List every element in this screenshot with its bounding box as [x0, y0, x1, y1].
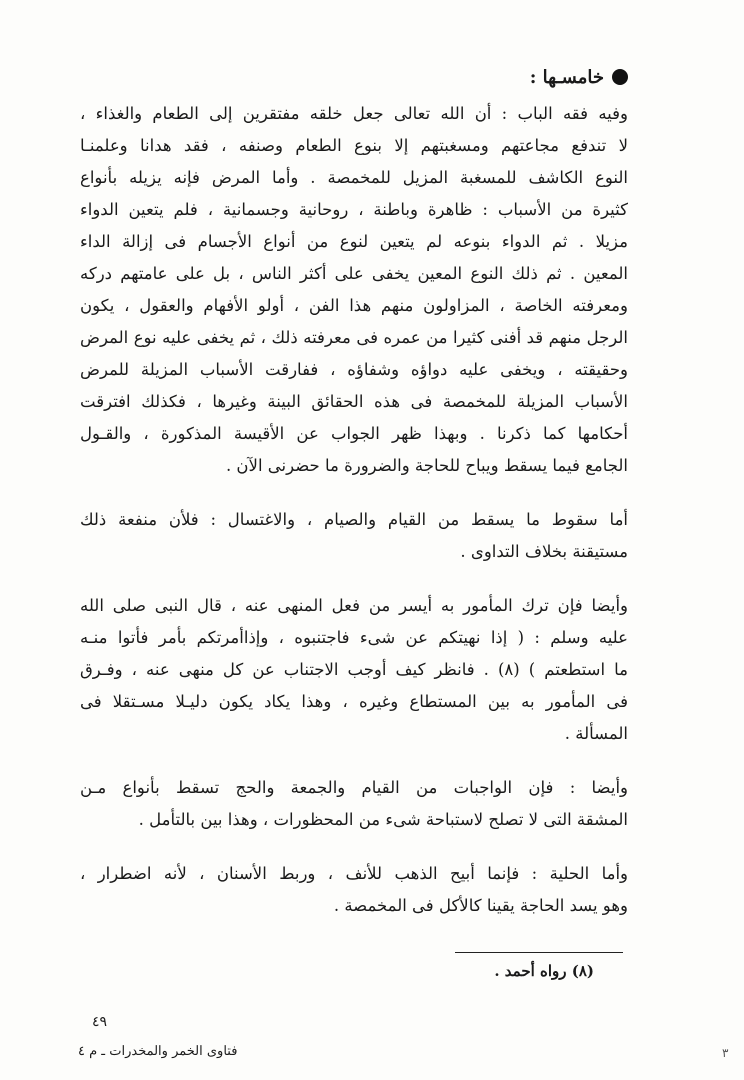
text-line: مستيقنة بخلاف التداوى .: [460, 542, 628, 561]
text-line: لا تندفع مجاعتهم ومسغبتهم إلا بنوع الطعام وصنفه ، فقد هدانا وعلمنـا: [80, 136, 628, 155]
paragraph-1: [80, 98, 628, 482]
text-line: وحقيقته ، ويخفى عليه دواؤه وشفاؤه ، ففارقت الأسباب المزيلة للمرض: [80, 360, 628, 379]
paragraph-4: [80, 772, 628, 836]
text-line: ومعرفته الخاصة ، المزاولون منهم هذا الفن ، أولو الأفهام والعقول ، يكون: [80, 296, 628, 315]
text-line: المعين . ثم ذلك النوع المعين يخفى على أكثر الناس ، بل على عامتهم دركه: [80, 264, 628, 283]
text-line: المسألة .: [564, 724, 628, 743]
page-body: [80, 62, 628, 944]
footnote-divider: [455, 952, 623, 953]
paragraph-2: [80, 504, 628, 568]
text-line: الرجل منهم قد أفنى كثيرا من عمره فى معرفته ذلك ، ثم يخفى عليه نوع المرض: [80, 328, 628, 347]
text-line: كثيرة من الأسباب : ظاهرة وباطنة ، روحانية وجسمانية ، فلم يتعين الدواء: [80, 200, 628, 219]
text-line: فى المأمور به بين المستطاع وغيره ، وهذا يكاد يكون دليـلا مسـتقلا فى: [80, 692, 628, 711]
paragraph-5: [80, 858, 628, 922]
text-line: المشقة التى لا تصلح لاستباحة شىء من المحظورات ، وهذا بين بالتأمل .: [138, 810, 628, 829]
text-line: وهو يسد الحاجة يقينا كالأكل فى المخمصة .: [333, 896, 628, 915]
text-line: أحكامها كما ذكرنا . وبهذا ظهر الجواب عن الأقيسة المذكورة ، والقـول: [80, 424, 628, 443]
bullet-icon: [612, 69, 628, 85]
text-line: النوع الكاشف للمسغبة المزيل للمخمصة . وأما المرض فإنه يزيله بأنواع: [80, 168, 628, 187]
text-line: مزيلا . ثم الدواء بنوعه لم يتعين لنوع من أنواع الأجسام فى إزالة الداء: [80, 232, 628, 251]
text-line: عليه وسلم : ( إذا نهيتكم عن شىء فاجتنبوه ، وإذاأمرتكم بأمر فأتوا منـه: [80, 628, 628, 647]
paragraph-3: [80, 590, 628, 750]
text-line: وأيضا فإن ترك المأمور به أيسر من فعل المنهى عنه ، قال النبى صلى الله: [80, 596, 628, 615]
text-line: الأسباب المزيلة للمخمصة فى هذه الحقائق البينة وغيرها ، فكذلك افترقت: [80, 392, 628, 411]
edge-mark: ٣: [722, 1046, 729, 1060]
footnote: (٨) رواه أحمد .: [494, 962, 594, 980]
section-heading-title: خامسـها :: [529, 66, 604, 88]
text-line: ما استطعتم ) (٨) . فانظر كيف أوجب الاجتناب عن كل منهى عنه ، وفـرق: [80, 660, 628, 679]
text-line: وفيه فقه الباب : أن الله تعالى جعل خلقه مفتقرين إلى الطعام والغذاء ،: [80, 104, 628, 123]
page-number: ٤٩: [92, 1014, 108, 1030]
text-line: وأما الحلية : فإنما أبيح الذهب للأنف ، وربط الأسنان ، لأنه اضطرار ،: [80, 864, 628, 883]
text-line: وأيضا : فإن الواجبات من القيام والجمعة والحج تسقط بأنواع مـن: [80, 778, 628, 797]
running-footer: فتاوى الخمر والمخدرات ـ م ٤: [78, 1044, 238, 1059]
text-line: الجامع فيما يسقط ويباح للحاجة والضرورة ما حضرنى الآن .: [225, 456, 628, 475]
section-heading: [80, 62, 628, 92]
text-line: أما سقوط ما يسقط من القيام والصيام ، والاغتسال : فلأن منفعة ذلك: [80, 510, 628, 529]
